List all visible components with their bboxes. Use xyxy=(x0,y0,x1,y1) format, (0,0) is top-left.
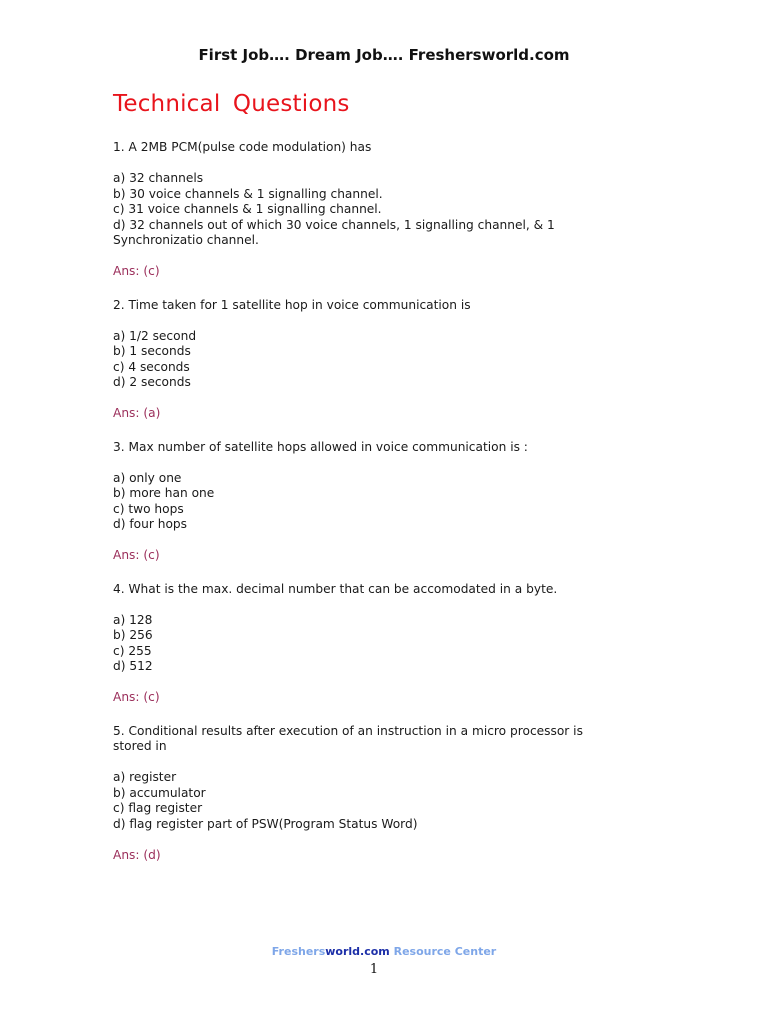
question-text: 4. What is the max. decimal number that can be accomodated in a byte. xyxy=(113,581,558,596)
footer-resource-center: Resource Center xyxy=(389,945,497,958)
option-a: a) 1/2 second xyxy=(113,328,197,343)
page-title: Technical Questions xyxy=(113,91,350,117)
question-text: 1. A 2MB PCM(pulse code modulation) has xyxy=(113,140,372,154)
option-list xyxy=(113,471,623,533)
footer-brand-world: world.com xyxy=(325,945,390,958)
option-a: a) only one xyxy=(113,470,182,485)
option-b: b) 256 xyxy=(113,628,153,642)
option-c: c) two hops xyxy=(113,501,184,516)
option-d: d) four hops xyxy=(113,517,187,531)
option-d: d) flag register part of PSW(Program Status Word) xyxy=(113,816,418,831)
question-1 xyxy=(113,140,623,280)
page-number: 1 xyxy=(369,962,379,977)
option-list xyxy=(113,613,623,675)
question-5 xyxy=(113,724,623,864)
question-text: 5. Conditional results after execution of an instruction in a micro processor is stored in xyxy=(113,723,583,753)
option-a: a) register xyxy=(113,770,177,784)
answer: Ans: (c) xyxy=(113,690,160,704)
option-list xyxy=(113,329,623,391)
question-list xyxy=(113,140,623,881)
option-d: d) 512 xyxy=(113,659,153,673)
option-list xyxy=(113,171,623,249)
answer: Ans: (d) xyxy=(113,847,161,862)
answer: Ans: (c) xyxy=(113,264,160,278)
answer: Ans: (c) xyxy=(113,548,160,562)
option-c: c) flag register xyxy=(113,801,203,815)
question-3 xyxy=(113,440,623,564)
option-a: a) 32 channels xyxy=(113,171,204,185)
option-d: d) 32 channels out of which 30 voice channels, 1 signalling channel, & 1 Synchronizatio channel. xyxy=(113,217,555,247)
question-4 xyxy=(113,582,623,706)
option-c: c) 31 voice channels & 1 signalling channel. xyxy=(113,202,382,216)
answer: Ans: (a) xyxy=(113,406,161,420)
question-2 xyxy=(113,298,623,422)
question-text: 2. Time taken for 1 satellite hop in voice communication is xyxy=(113,297,471,312)
option-a: a) 128 xyxy=(113,612,153,627)
option-c: c) 4 seconds xyxy=(113,359,190,374)
page-footer xyxy=(0,945,768,958)
option-b: b) 1 seconds xyxy=(113,344,191,358)
page-header: First Job…. Dream Job…. Freshersworld.com xyxy=(198,46,570,64)
option-b: b) accumulator xyxy=(113,785,206,800)
question-text: 3. Max number of satellite hops allowed in voice communication is : xyxy=(113,439,528,454)
option-b: b) 30 voice channels & 1 signalling channel. xyxy=(113,186,383,201)
option-list xyxy=(113,770,623,832)
footer-brand-freshers: Freshers xyxy=(271,945,326,958)
option-c: c) 255 xyxy=(113,643,152,658)
option-b: b) more han one xyxy=(113,486,215,500)
option-d: d) 2 seconds xyxy=(113,375,191,389)
